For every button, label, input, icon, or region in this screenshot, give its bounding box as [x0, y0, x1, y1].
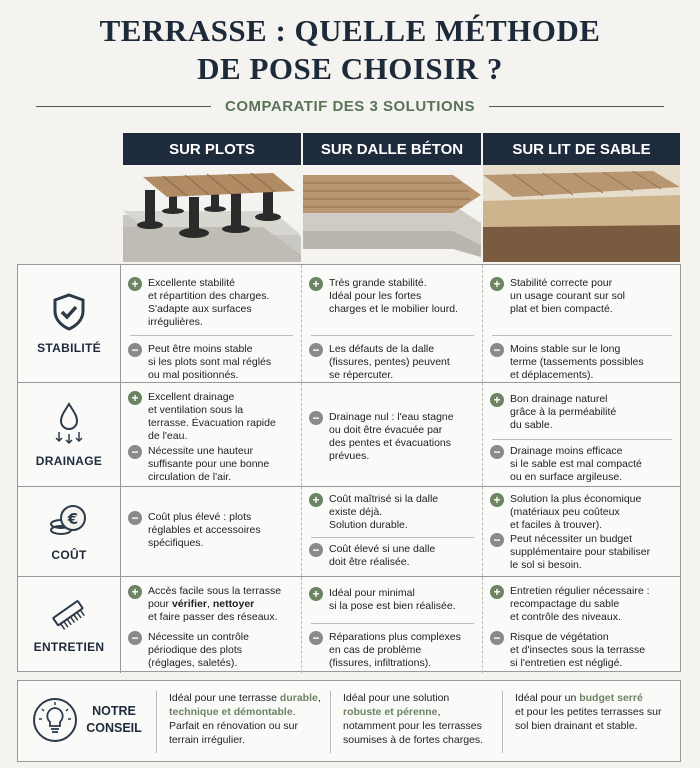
row-drainage [18, 383, 680, 487]
separator [130, 335, 293, 336]
column-header-plots: SUR PLOTS [123, 133, 301, 165]
minus-icon: − [309, 411, 323, 425]
pro-text: Idéal pour minimal si la pose est bien réalisée. [329, 587, 456, 612]
comparison-table [17, 264, 681, 672]
brush-icon [49, 596, 89, 630]
con-text: Les défauts de la dalle (fissures, pentes) peuvent se répercuter. [329, 343, 450, 381]
plus-icon: + [309, 277, 323, 291]
cell-cout-sable [484, 487, 680, 576]
row-entretien [18, 577, 680, 673]
pro-text: Excellent drainage et ventilation sous la terrasse. Évacuation rapide de l'eau. [148, 391, 276, 442]
row-cout [18, 487, 680, 577]
advice-plots: Idéal pour une terrasse durable, technique et démontable. Parfait en rénovation ou sur terrain irrégulier. [156, 691, 324, 753]
separator [492, 439, 672, 440]
plus-icon: + [309, 587, 323, 601]
minus-icon: − [490, 343, 504, 357]
advice-label: NOTRE CONSEIL [86, 704, 142, 735]
category-cout [18, 487, 121, 576]
divider-right [489, 106, 664, 107]
divider-left [36, 106, 211, 107]
con-text: Coût élevé si une dalle doit être réalisée. [329, 543, 436, 568]
pro-text: Entretien régulier nécessaire : recompactage du sable et contrôle des niveaux. [510, 585, 650, 623]
advice-sable: Idéal pour un budget serré et pour les petites terrasses sur sol bien drainant et stable. [502, 691, 674, 753]
minus-icon: − [490, 533, 504, 547]
plus-icon: + [490, 393, 504, 407]
pro-text: Excellente stabilité et répartition des charges. S'adapte aux surfaces irrégulières. [148, 277, 270, 328]
separator [492, 335, 672, 336]
plus-icon: + [490, 493, 504, 507]
con-text: Nécessite une hauteur suffisante pour une bonne circulation de l'air. [148, 445, 270, 483]
svg-text:€: € [67, 509, 79, 528]
category-label: ENTRETIEN [33, 640, 105, 654]
plus-icon: + [128, 277, 142, 291]
con-text: Risque de végétation et d'insectes sous la terrasse si l'entretien est négligé. [510, 631, 646, 669]
cell-drainage-plots [122, 383, 302, 486]
cell-drainage-dalle [303, 383, 483, 486]
minus-icon: − [128, 631, 142, 645]
coins-icon [49, 502, 89, 538]
cell-entretien-dalle [303, 577, 483, 673]
minus-icon: − [128, 343, 142, 357]
cell-stabilite-dalle [303, 265, 483, 382]
con-text: Drainage moins efficace si le sable est mal compacté ou en surface argileuse. [510, 445, 642, 483]
separator [311, 623, 474, 624]
pro-text: Coût maîtrisé si la dalle existe déjà. Solution durable. [329, 493, 439, 531]
page-title [0, 12, 700, 88]
shield-check-icon [52, 293, 86, 331]
con-text: Coût plus élevé : plots réglables et accessoires spécifiques. [148, 511, 261, 549]
separator [311, 335, 474, 336]
plus-icon: + [490, 277, 504, 291]
con-text: Moins stable sur le long terme (tassements possibles et déplacements). [510, 343, 644, 381]
category-entretien [18, 577, 121, 673]
con-text: Drainage nul : l'eau stagne ou doit être évacuée par des pentes et évacuations prévues. [329, 411, 454, 462]
plus-icon: + [128, 391, 142, 405]
minus-icon: − [309, 543, 323, 557]
pro-text: Accès facile sous la terrasse pour vérifier, nettoyer et faire passer des réseaux. [148, 585, 282, 623]
cell-cout-dalle [303, 487, 483, 576]
category-label: COÛT [51, 547, 87, 562]
plus-icon: + [490, 585, 504, 599]
column-header-dalle: SUR DALLE BÉTON [303, 133, 481, 165]
plots-illustration [123, 165, 301, 262]
dalle-illustration [303, 165, 481, 262]
sable-illustration [483, 165, 680, 262]
cell-entretien-plots [122, 577, 302, 673]
separator [311, 537, 474, 538]
con-text: Peut être moins stable si les plots sont mal réglés ou mal positionnés. [148, 343, 272, 381]
cell-cout-plots [122, 487, 302, 576]
plus-icon: + [309, 493, 323, 507]
con-text: Réparations plus complexes en cas de problème (fissures, infiltrations). [329, 631, 461, 669]
pro-text: Très grande stabilité. Idéal pour les fortes charges et le mobilier lourd. [329, 277, 458, 315]
lightbulb-icon [32, 697, 78, 743]
advice-dalle: Idéal pour une solution robuste et pérenne, notamment pour les terrasses soumises à de fortes charges. [330, 691, 496, 753]
minus-icon: − [128, 445, 142, 459]
water-drop-icon [52, 402, 86, 444]
cell-drainage-sable [484, 383, 680, 486]
subtitle-row [36, 96, 664, 116]
row-stabilite [18, 265, 680, 383]
category-label: DRAINAGE [35, 453, 103, 468]
minus-icon: − [490, 445, 504, 459]
minus-icon: − [490, 631, 504, 645]
title-line-2: DE POSE CHOISIR ? [197, 51, 503, 86]
subtitle: COMPARATIF DES 3 SOLUTIONS [225, 97, 475, 115]
con-text: Peut nécessiter un budget supplémentaire pour stabiliser le sol si besoin. [510, 533, 651, 571]
minus-icon: − [309, 631, 323, 645]
minus-icon: − [309, 343, 323, 357]
cell-entretien-sable [484, 577, 680, 673]
pro-text: Stabilité correcte pour un usage courant sur sol plat et bien compacté. [510, 277, 625, 315]
cell-stabilite-sable [484, 265, 680, 382]
minus-icon: − [128, 511, 142, 525]
category-stabilite [18, 265, 121, 382]
category-label: STABILITÉ [37, 340, 101, 355]
plus-icon: + [128, 585, 142, 599]
pro-text: Solution la plus économique (matériaux peu coûteux et faciles à trouver). [510, 493, 642, 531]
cell-stabilite-plots [122, 265, 302, 382]
advice-box [17, 680, 681, 762]
pro-text: Bon drainage naturel grâce à la perméabilité du sable. [510, 393, 617, 431]
con-text: Nécessite un contrôle périodique des plots (réglages, saletés). [148, 631, 249, 669]
title-line-1: TERRASSE : QUELLE MÉTHODE [99, 13, 601, 48]
category-drainage [18, 383, 121, 486]
column-header-sable: SUR LIT DE SABLE [483, 133, 680, 165]
